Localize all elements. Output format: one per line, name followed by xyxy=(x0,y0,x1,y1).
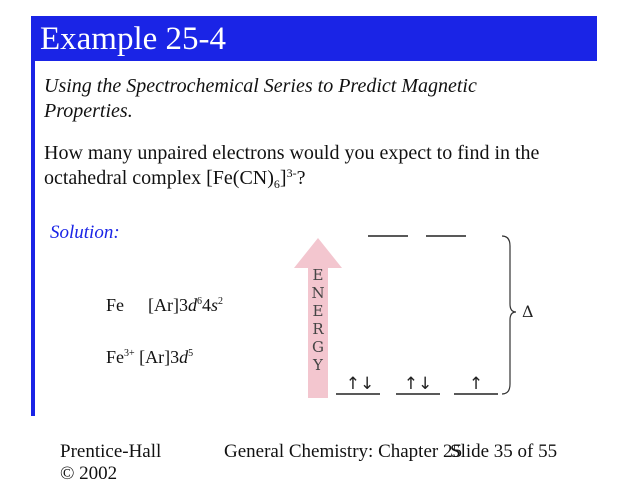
lower-orbital-electrons: ↑ xyxy=(468,374,484,394)
fe-exponent-d: 6 xyxy=(196,296,202,307)
fe-configuration xyxy=(106,294,223,316)
energy-letter: G xyxy=(312,338,324,356)
energy-letter: N xyxy=(311,284,325,302)
slide-title: Example 25-4 xyxy=(40,21,227,57)
lower-orbital-electrons: ↑↓ xyxy=(345,374,375,394)
question-main: How many unpaired electrons would you expect to find in the octahedral complex [Fe(CN) xyxy=(44,142,540,189)
question-subscript: 6 xyxy=(273,177,280,191)
fe3-exponent-d: 5 xyxy=(188,348,194,359)
fe3-configuration xyxy=(106,346,193,368)
energy-letter: Y xyxy=(313,356,323,374)
fe3-orbital-d: d xyxy=(179,347,189,367)
fe-core: [Ar]3 xyxy=(148,295,188,315)
fe3-charge: 3+ xyxy=(124,348,135,359)
fe-orbital-d: d xyxy=(187,295,197,315)
question-text xyxy=(44,141,604,191)
title-bar xyxy=(31,16,597,61)
fe3-symbol: Fe xyxy=(106,347,124,367)
fe-exponent-s: 2 xyxy=(218,296,223,307)
question-superscript: 3- xyxy=(286,166,297,180)
fe-shell: 4 xyxy=(201,295,211,315)
energy-letters xyxy=(311,266,324,374)
fe3-core: [Ar]3 xyxy=(134,347,180,367)
solution-label: Solution: xyxy=(50,222,120,243)
energy-letter: R xyxy=(312,320,324,338)
fe-orbital-s: s xyxy=(210,295,218,315)
delta-brace xyxy=(502,236,516,394)
footer-slide-counter: Slide 35 of 55 xyxy=(450,441,558,462)
energy-letter: E xyxy=(312,266,324,284)
footer-copyright: © 2002 xyxy=(60,463,118,484)
footer-publisher: Prentice-Hall xyxy=(60,441,162,462)
energy-level-diagram xyxy=(290,228,540,403)
lower-orbital-electrons: ↑↓ xyxy=(403,374,433,394)
example-subtitle: Using the Spectrochemical Series to Predict Magnetic Properties. xyxy=(44,75,477,122)
delta-label: Δ xyxy=(522,302,534,321)
left-accent-rule xyxy=(31,61,35,416)
question-bracket: ] xyxy=(279,167,287,189)
question-mark: ? xyxy=(296,167,306,189)
footer-course: General Chemistry: Chapter 25 xyxy=(224,441,462,462)
fe-symbol: Fe xyxy=(106,295,124,315)
energy-letter: E xyxy=(312,302,324,320)
